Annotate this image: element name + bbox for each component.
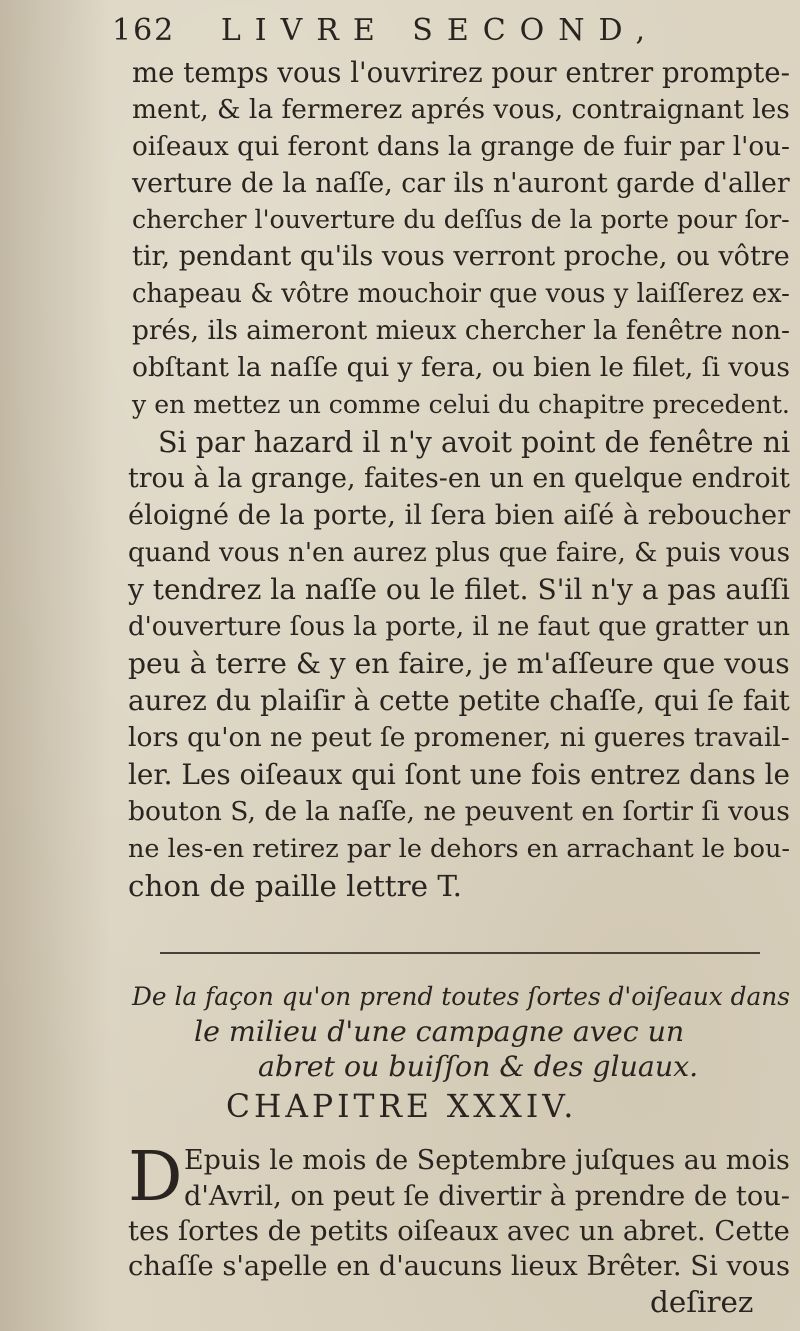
text-line: bouton S, de la naſſe, ne peuvent en ſortir ſi vous (128, 796, 790, 828)
section-heading-line: De la façon qu'on prend toutes ſortes d'oiſeaux dans (132, 981, 790, 1011)
text-line: ler. Les oiſeaux qui ſont une fois entrez dans le (128, 758, 791, 792)
text-line: peu à terre & y en faire, je m'aſſeure que vous (128, 647, 790, 681)
text-line: ment, & la fermerez aprés vous, contraignant les (132, 93, 790, 125)
text-line: chapeau & vôtre mouchoir que vous y laiſſerez ex- (132, 279, 790, 310)
page-gutter-shadow (0, 0, 110, 1331)
text-line: d'ouverture ſous la porte, il ne faut que gratter un (128, 612, 790, 643)
text-line: chaſſe s'apelle en d'aucuns lieux Brêter. Si vous (128, 1250, 791, 1282)
running-title: LIVRE SECOND, (220, 12, 660, 48)
text-line: oiſeaux qui feront dans la grange de fuir par l'ou- (132, 131, 790, 162)
drop-cap: D (128, 1138, 183, 1218)
text-line: prés, ils aimeront mieux chercher la fenêtre non- (132, 315, 790, 347)
text-line: Epuis le mois de Septembre juſques au mois (184, 1145, 790, 1177)
text-line: lors qu'on ne peut ſe promener, ni gueres travail- (128, 722, 790, 754)
text-line: y en mettez un comme celui du chapitre precedent. (132, 390, 790, 420)
text-line: obſtant la naſſe qui y fera, ou bien le filet, ſi vous (132, 352, 790, 384)
text-line: verture de la naſſe, car ils n'auront garde d'aller (132, 167, 790, 199)
text-line: me temps vous l'ouvrirez pour entrer prompte- (132, 55, 790, 89)
page-number: 162 (112, 12, 176, 48)
text-line: trou à la grange, faites-en un en quelque endroit (128, 463, 790, 495)
text-line: tir, pendant qu'ils vous verront proche, ou vôtre (132, 241, 790, 273)
running-header (112, 13, 752, 53)
section-rule (160, 952, 760, 954)
text-line: chon de paille lettre T. (128, 868, 463, 903)
text-line: tes ſortes de petits oiſeaux avec un abret. Cette (128, 1215, 790, 1247)
catchword: deſirez (650, 1284, 754, 1319)
text-line: aurez du plaiſir à cette petite chaſſe, qui ſe fait (128, 684, 790, 718)
text-line: d'Avril, on peut ſe divertir à prendre de tou- (184, 1180, 790, 1212)
section-heading-line: le milieu d'une campagne avec un (194, 1015, 685, 1049)
text-line: ne les-en retirez par le dehors en arrachant le bou- (128, 834, 790, 865)
text-line: quand vous n'en aurez plus que faire, & puis vous (128, 538, 791, 569)
text-line: éloigné de la porte, il ſera bien aiſé à reboucher (128, 500, 791, 532)
text-line: y tendrez la naſſe ou le filet. S'il n'y a pas auſſi (128, 573, 790, 607)
chapter-title: CHAPITRE XXXIV. (226, 1088, 578, 1125)
text-line: chercher l'ouverture du deſſus de la porte pour ſor- (132, 205, 790, 235)
text-line: Si par hazard il n'y avoit point de fenêtre ni (158, 425, 791, 460)
section-heading-line: abret ou buiſſon & des gluaux. (258, 1050, 699, 1084)
